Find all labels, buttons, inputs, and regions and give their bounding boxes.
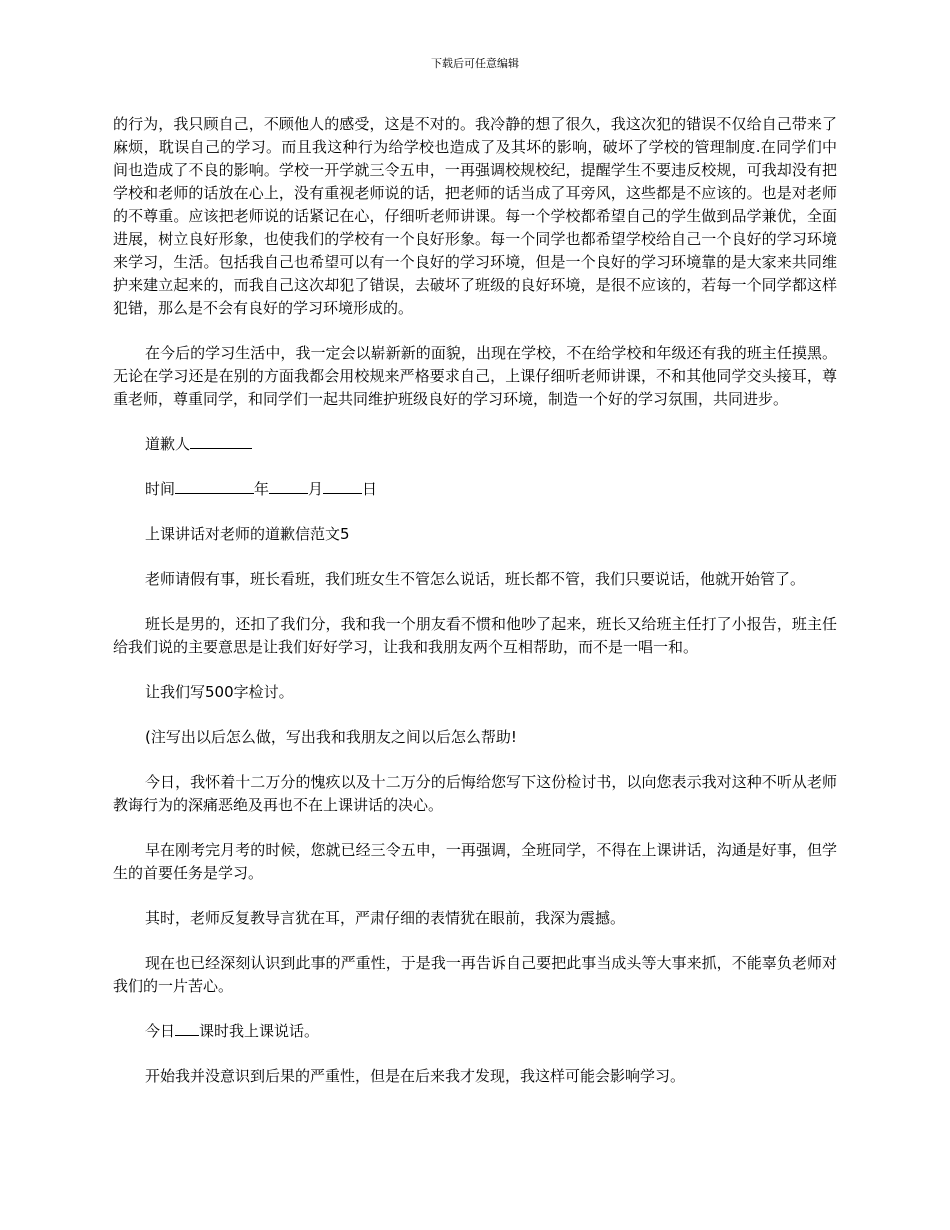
section-paragraph: 其时，老师反复教导言犹在耳，严肃仔细的表情犹在眼前，我深为震撼。 (145, 909, 626, 927)
class-line-prefix: 今日 (145, 1022, 176, 1040)
section-paragraph: (注写出以后怎么做，写出我和我朋友之间以后怎么帮助! (145, 728, 517, 746)
document-body (113, 113, 837, 1110)
section-paragraph-last: 开始我并没意识到后果的严重性，但是在后来我才发现，我这样可能会影响学习。 (145, 1067, 686, 1085)
day-label: 日 (362, 480, 378, 498)
apologizer-label: 道歉人 (145, 435, 191, 453)
year-label: 年 (254, 480, 270, 498)
date-line (113, 478, 837, 501)
year-blank (175, 478, 254, 494)
section-title: 上课讲话对老师的道歉信范文5 (145, 525, 350, 543)
month-label: 月 (308, 480, 324, 498)
section-paragraph: 今日，我怀着十二万分的愧疚以及十二万分的后悔给您写下这份检讨书，以向您表示我对这种不听从老师教诲行为的深痛恶绝及再也不在上课讲话的决心。 (113, 773, 837, 814)
header-note: 下载后可任意编辑 (431, 57, 519, 70)
section-paragraph: 班长是男的，还扣了我们分，我和我一个朋友看不惯和他吵了起来，班长又给班主任打了小报告，班主任给我们说的主要意思是让我们好好学习，让我和我朋友两个互相帮助，而不是一唱一和。 (113, 615, 837, 656)
time-label: 时间 (145, 480, 176, 498)
section-paragraph: 让我们写500字检讨。 (145, 683, 294, 701)
section-paragraph: 老师请假有事，班长看班，我们班女生不管怎么说话，班长都不管，我们只要说话，他就开始管了。 (145, 570, 806, 588)
apologizer-line (113, 433, 837, 456)
class-time-line (113, 1020, 837, 1043)
day-blank (323, 478, 362, 494)
section-paragraph: 早在刚考完月考的时候，您就已经三令五申，一再强调，全班同学，不得在上课讲话，沟通是好事，但学生的首要任务是学习。 (113, 841, 837, 882)
month-blank (269, 478, 308, 494)
paragraph-behavior: 的行为，我只顾自己，不顾他人的感受，这是不对的。我冷静的想了很久，我这次犯的错误不仅给自己带来了麻烦，耽误自己的学习。而且我这种行为给学校也造成了及其坏的影响，破坏了学校的管理制度.在同学们中间也造成了不良的影响。学校一开学就三令五申，一再强调校规校纪，提醒学生不要违反校规，可我却没有把学校和老师的话放在心上，没有重视老师说的话，把老师的话当成了耳旁风，这些都是不应该的。也是对老师的不尊重。应该把老师说的话紧记在心，仔细听老师讲课。每一个学校都希望自己的学生做到品学兼优，全面进展，树立良好形象，也使我们的学校有一个良好形象。每一个同学也都希望学校给自己一个良好的学习环境来学习，生活。包括我自己也希望可以有一个良好的学习环境，但是一个良好的学习环境靠的是大家来共同维护来建立起来的，而我自己这次却犯了错误，去破坏了班级的良好环境，是很不应该的，若每一个同学都这样犯错，那么是不会有良好的学习环境形成的。 (113, 115, 837, 317)
apologizer-blank (190, 433, 252, 449)
class-blank (175, 1020, 199, 1036)
class-line-suffix: 课时我上课说话。 (199, 1022, 320, 1040)
paragraph-future: 在今后的学习生活中，我一定会以崭新新的面貌，出现在学校，不在给学校和年级还有我的班主任摸黑。无论在学习还是在别的方面我都会用校规来严格要求自己，上课仔细听老师讲课，不和其他同学交头接耳，尊重老师，尊重同学，和同学们一起共同维护班级良好的学习环境，制造一个好的学习氛围，共同进步。 (113, 344, 837, 408)
section-paragraph: 现在也已经深刻认识到此事的严重性，于是我一再告诉自己要把此事当成头等大事来抓，不能辜负老师对我们的一片苦心。 (113, 954, 837, 995)
